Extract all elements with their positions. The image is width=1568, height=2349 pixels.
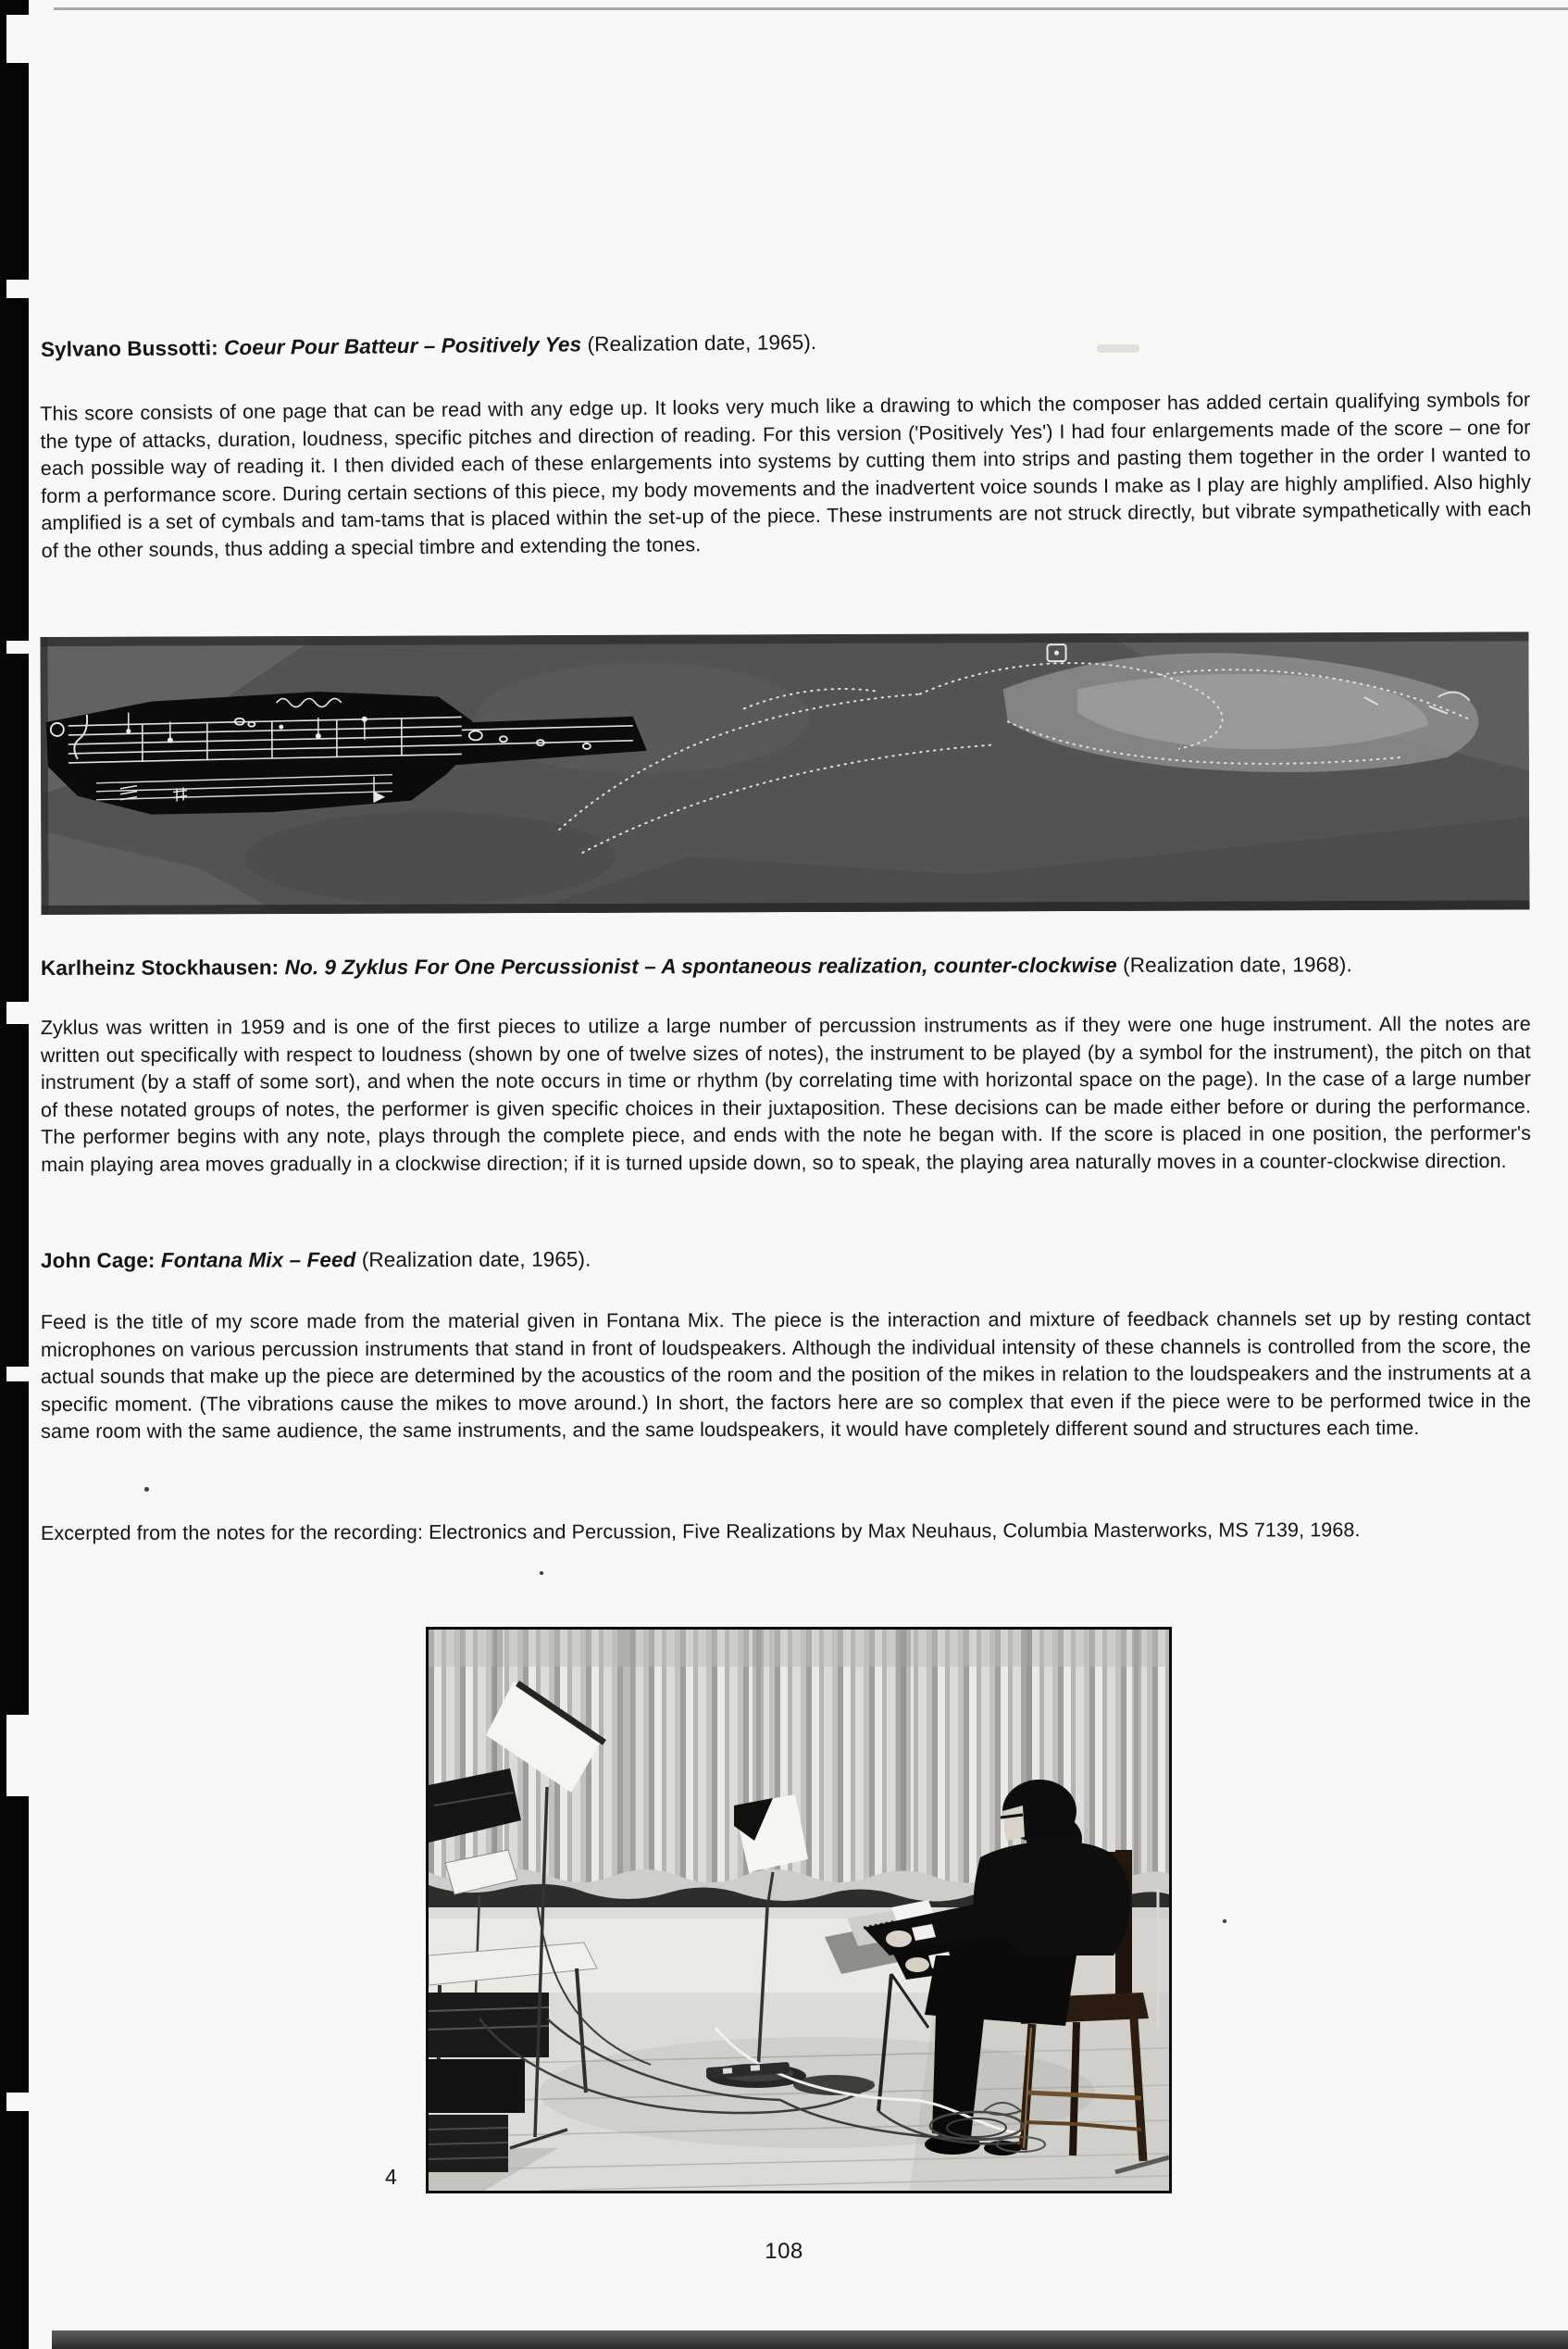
section-stockhausen (41, 951, 1531, 982)
scan-bottom-bar (52, 2330, 1568, 2349)
scan-edge-notch (6, 1715, 29, 1796)
scan-edge-notch (6, 15, 29, 63)
photo-caption-number: 4 (385, 2165, 397, 2189)
heading-bussotti (41, 322, 1531, 364)
excerpt-note-block (41, 1517, 1531, 1548)
section-bussotti (41, 322, 1531, 364)
score-photo-graphic (40, 631, 1529, 915)
scan-edge-notch (6, 280, 29, 298)
realization-date: (Realization date, 1968). (1116, 953, 1352, 977)
page-number: 108 (765, 2239, 803, 2264)
scan-speck (1223, 1919, 1226, 1923)
work-title: Coeur Pour Batteur – Positively Yes (223, 332, 582, 360)
scan-edge-notch (6, 1002, 29, 1024)
realization-date: (Realization date, 1965). (355, 1247, 591, 1272)
bussotti-score-photo (40, 631, 1529, 915)
composer-name: Sylvano Bussotti: (40, 336, 225, 361)
work-title: No. 9 Zyklus For One Percussionist – A spontaneous realization, counter-clockwise (284, 953, 1117, 980)
scan-speck (540, 1571, 543, 1575)
scan-edge-left-bar (0, 0, 29, 2349)
section-bussotti-body (40, 387, 1532, 565)
composer-name: John Cage: (40, 1248, 161, 1272)
scan-edge-notch (6, 1367, 29, 1381)
scan-speck (144, 1487, 149, 1492)
performance-photo-graphic (429, 1630, 1169, 2191)
scan-top-line (54, 7, 1568, 10)
composer-name: Karlheinz Stockhausen: (40, 956, 285, 980)
performance-photo (426, 1627, 1172, 2193)
scan-edge-notch (6, 641, 29, 654)
paragraph-stockhausen: Zyklus was written in 1959 and is one of the first pieces to utilize a large number of percussion instruments as if they were one huge instrument. All the notes are written out specifically with respect to loudness (shown by one of twelve sizes of notes), the instrument to be played (by a symbol for the instrument), the pitch on that instrument (by a staff of some sort), and when the note occurs in time or rhythm (by correlating time with horizontal space on the page). In the case of a large number of these notated groups of notes, the performer is given specific choices in their juxtaposition. These decisions can be made either before or during the performance. The performer begins with any note, plays through the complete piece, and ends with the note he began with. If the score is placed in one position, the performer's main playing area moves gradually in a clockwise direction; if it is turned upside down, so to speak, the playing area naturally moves in a counter-clockwise direction. (40, 1012, 1532, 1176)
paragraph-cage: Feed is the title of my score made from the material given in Fontana Mix. The piece is the interaction and mixture of feedback channels set up by resting contact microphones on various percussion instruments that stand in front of loudspeakers. Although the individual intensity of these channels is controlled from the score, the actual sounds that make up the piece are determined by the acoustics of the room and the position of the mikes in relation to the loudspeakers and the instruments at a specific moment. (The vibrations cause the mikes to move around.) In short, the factors here are so complex that even if the piece were to be performed twice in the same room with the same audience, the same instruments, and the same loudspeakers, it would have completely different sound and structures each time. (40, 1306, 1532, 1443)
scan-edge-notch (6, 2093, 29, 2111)
realization-date: (Realization date, 1965). (581, 330, 817, 356)
heading-stockhausen (41, 951, 1531, 982)
heading-cage (41, 1243, 1531, 1275)
work-title: Fontana Mix – Feed (160, 1248, 356, 1272)
section-cage-body (41, 1306, 1531, 1446)
paragraph-bussotti: This score consists of one page that can be read with any edge up. It looks very much like a drawing to which the composer has added certain qualifying symbols for the type of attacks, duration, loudness, specific pitches and direction of reading. For this version ('Positively Yes') I had four enlargements made of the score – one for each possible way of reading it. I then divided each of these enlargements into systems by cutting them into strips and pasting them together in the order I wanted to form a performance score. During certain sections of this piece, my body movements and the inadvertent voice sounds I make as I play are highly amplified. Also highly amplified is a set of cymbals and tam-tams that is placed within the set-up of the piece. These instruments are not struck directly, but vibrate sympathetically with each of the other sounds, thus adding a special timbre and extending the tones. (40, 388, 1532, 562)
section-stockhausen-body (41, 1011, 1531, 1179)
section-cage (41, 1243, 1531, 1275)
excerpt-note: Excerpted from the notes for the recording: Electronics and Percussion, Five Realizations by Max Neuhaus, Columbia Masterworks, MS 7139, 1968. (40, 1518, 1361, 1544)
